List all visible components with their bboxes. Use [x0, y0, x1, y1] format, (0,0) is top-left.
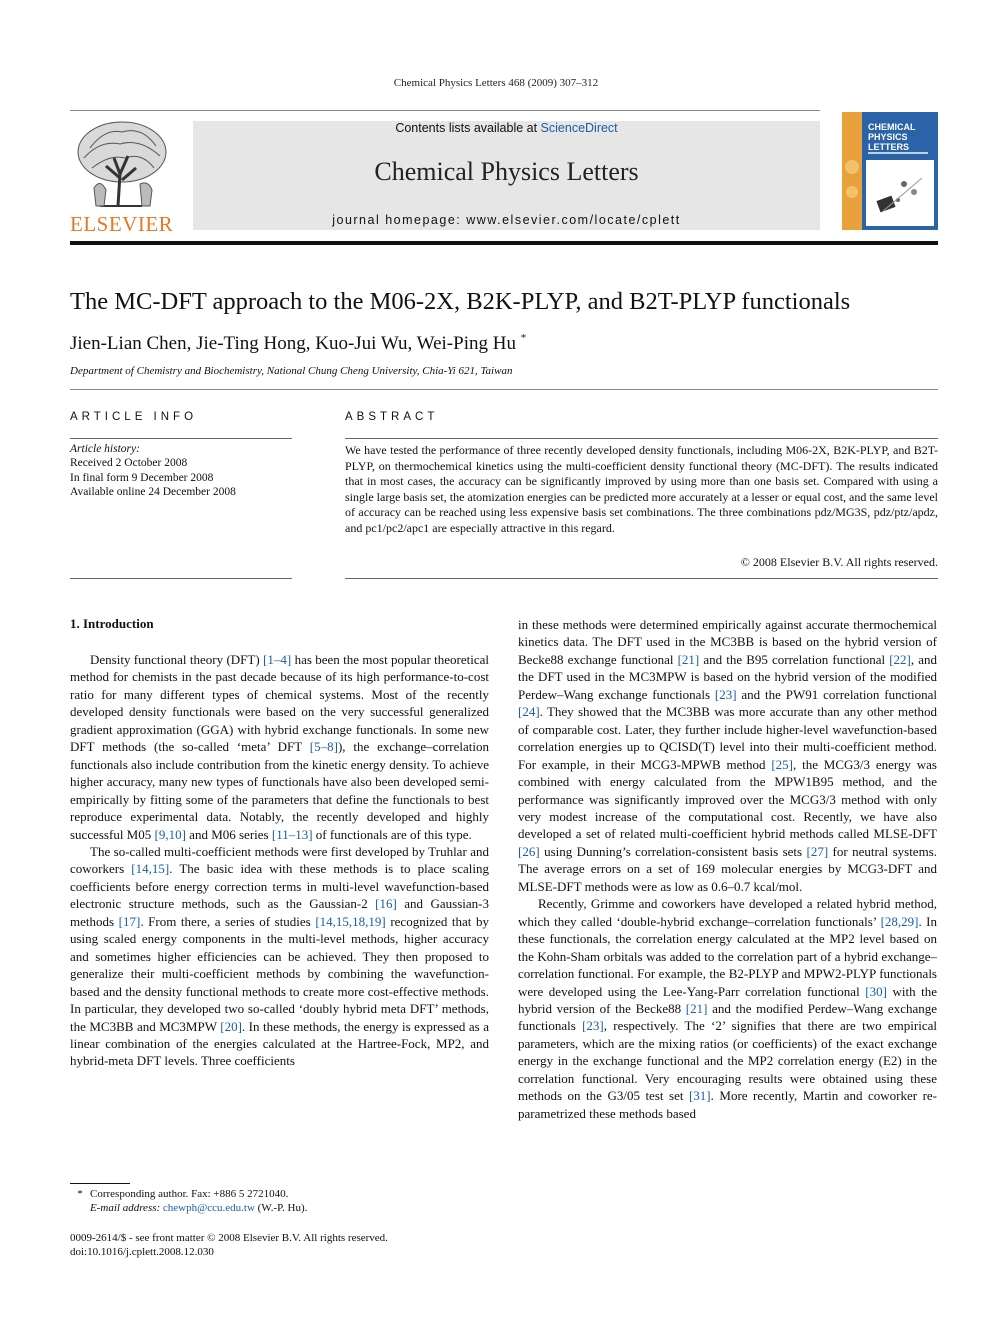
cover-title-line: CHEMICAL [868, 122, 916, 132]
corresponding-text: Corresponding author. Fax: +886 5 2721040. [90, 1188, 289, 1200]
body-text: , respectively. The ‘2’ signifies that there are two empirical parameters, which are the mixing ratios (or coefficients) of the exact exchange energy in the exchange functional and the MP2 correlation energy (E2) in the correlation functional. Very encouraging results were obtained using these methods on the G3/05 test set [518, 1018, 937, 1104]
body-text: . The basic idea with these methods is to place scaling coefficients before energy correction terms in multi-level wavefunction-based electronic structure methods, such as the Gaussian-2 [70, 861, 489, 912]
section-heading: 1. Introduction [70, 616, 154, 631]
citation-link[interactable]: [9,10] [154, 826, 186, 842]
body-column-left [70, 651, 489, 1070]
journal-reference: Chemical Physics Letters 468 (2009) 307–312 [393, 77, 599, 89]
footnote-rule [70, 1183, 130, 1184]
header-rule [70, 110, 820, 111]
body-paragraph [518, 895, 937, 1122]
journal-homepage[interactable]: journal homepage: www.elsevier.com/locate/cplett [332, 213, 681, 227]
citation-link[interactable]: [26] [518, 843, 540, 859]
footnote-email [70, 1201, 307, 1215]
body-text: and M06 series [185, 826, 272, 842]
journal-banner [193, 121, 820, 230]
affiliation-rule [70, 389, 938, 390]
abstract-rule [345, 438, 938, 439]
body-text: . More recently, Martin and coworker re-parametrized these methods based [518, 1088, 937, 1121]
body-text: and the modified Perdew–Wang exchange functionals [518, 1000, 938, 1034]
body-text: ), the exchange–correlation functionals also include contribution from the kinetic energy density. To achieve higher accuracy, many new types of functionals have also been developed semi-empirically by fitting some of the parameters that define the functionals to best reproduce experimental data. Notably, the recently developed and highly successful M05 [70, 739, 489, 842]
citation-link[interactable]: [21] [685, 1000, 708, 1016]
body-text: , and the DFT used in the MC3MPW is based on the hybrid version of the modified Perdew–Wang exchange functionals [518, 651, 937, 702]
elsevier-logo[interactable] [70, 118, 180, 236]
issn-line: 0009-2614/$ - see front matter © 2008 Elsevier B.V. All rights reserved. [70, 1232, 388, 1244]
body-text: with the hybrid version of the Becke88 [518, 983, 937, 1016]
citation-link[interactable]: [14,15] [131, 861, 170, 877]
citation-link[interactable]: [16] [375, 896, 397, 912]
body-text: has been the most popular theoretical method for chemists in the past decade because of its high performance-to-cost ratio for many different types of chemical systems. Most of the recently developed density functionals were based on the very successful generalized gradient approximation (GGA) with hybrid exchange functionals. In some new DFT methods (the so-called ‘meta’ DFT [70, 652, 489, 755]
citation-link[interactable]: [21] [677, 651, 700, 667]
body-text: Recently, Grimme and coworkers have developed a related hybrid method, which they called ‘double-hybrid exchange–correlation functionals’ [518, 896, 937, 929]
email-label: E-mail address: [90, 1202, 161, 1214]
abstract-text: We have tested the performance of three recently developed density functionals, including M06-2X, B2K-PLYP, and B2T-PLYP, on thermochemical kinetics using the multi-coefficient density functional theory (MC-DFT). The results indicated that in most cases, the accuracy can be significantly improved by using more than one basis set. Compared with using a single large basis set, the atomization energies can be predicted more accurately at a lesser or equal cost, and the same level of accuracy can be reached using less expensive basis set combinations. The three combinations pdz/MG3S, pdz/ptz/apdz, and pc1/pc2/apc1 are especially attractive in this regard. [345, 443, 938, 535]
citation-link[interactable]: [28,29] [880, 913, 919, 929]
elsevier-tree-icon [70, 118, 170, 210]
contents-prefix: Contents lists available at [395, 121, 541, 135]
body-text: . In these functionals, the correlation energy calculated at the MP2 level based on the Kohn-Sham orbitals was added to the correlation part of a hybrid exchange–correlation functional. For example, the B2-PLYP and MPW2-PLYP functionals were developed using the Lee-Yang-Parr correlation functional [518, 913, 937, 999]
body-text: Density functional theory (DFT) [90, 652, 264, 667]
citation-link[interactable]: [1–4] [263, 652, 292, 667]
citation-link[interactable]: [14,15,18,19] [315, 913, 386, 929]
citation-link[interactable]: [27] [806, 843, 829, 859]
cover-title [868, 122, 916, 152]
abstract-bottom-rule [345, 578, 938, 579]
body-text: using Dunning’s correlation-consistent basis sets [539, 843, 807, 859]
footnote-mark: * [77, 1188, 83, 1200]
body-text: , the MCG3/3 energy was combined with energy calculated from the MPW1B95 method, and the performance was significantly improved over the MCG3/3 method with only very modest increase of the computational cost. Recently, we have also developed a set of related multi-coefficient hybrid methods called MLSE-DFT [518, 756, 937, 842]
citation-link[interactable]: [31] [688, 1088, 711, 1104]
citation-link[interactable]: [23] [582, 1018, 604, 1034]
copyright: © 2008 Elsevier B.V. All rights reserved. [740, 555, 938, 569]
body-text: . From there, a series of studies [140, 913, 316, 929]
citation-link[interactable]: [11–13] [271, 826, 313, 842]
corresponding-author-mark[interactable]: * [520, 332, 527, 344]
citation-link[interactable]: [22] [889, 651, 911, 667]
body-paragraph [70, 651, 489, 843]
front-matter [70, 1231, 388, 1259]
body-text: . In these methods, the energy is expressed as a linear combination of the energies calculated at the Hartree-Fock, MP2, and hybrid-meta DFT levels. Three coefficients [70, 1018, 489, 1069]
body-paragraph [70, 843, 489, 1070]
body-text: and the B95 correlation functional [699, 651, 890, 667]
cover-title-line: PHYSICS [868, 132, 908, 142]
citation-link[interactable]: [30] [865, 983, 887, 999]
author-list [70, 332, 526, 355]
received-date: Received 2 October 2008 [70, 457, 188, 470]
citation-link[interactable]: [5–8] [309, 739, 338, 755]
body-text: The so-called multi-coefficient methods were first developed by Truhlar and coworkers [70, 843, 489, 877]
article-info-rule [70, 438, 292, 439]
body-text: and the PW91 correlation functional [736, 686, 937, 702]
body-column-right [518, 616, 937, 1122]
footnote [70, 1187, 307, 1215]
citation-link[interactable]: [17] [118, 913, 141, 929]
article-info-heading: ARTICLE INFO [70, 411, 198, 423]
citation-link[interactable]: [25] [771, 756, 794, 772]
revised-date: In final form 9 December 2008 [70, 471, 214, 484]
journal-title: Chemical Physics Letters [374, 157, 639, 186]
citation-link[interactable]: [23] [714, 686, 737, 702]
affiliation: Department of Chemistry and Biochemistry, National Chung Cheng University, Chia-Yi 621, Taiwan [70, 365, 513, 377]
body-text: recognized that by using scaled energy components in the multi-level methods, higher accuracy and sometimes higher efficiencies can be achieved. They then proposed to generalize their multi-coefficient methods by combining the wavefunction-based and the density functional methods to create more cost-effective methods. In particular, they developed two so-called ‘doubly hybrid meta DFT’ methods, the MC3BB and MC3MPW [70, 913, 489, 1034]
body-paragraph [518, 616, 937, 895]
authors: Jien-Lian Chen, Jie-Ting Hong, Kuo-Jui Wu, Wei-Ping Hu [70, 333, 516, 354]
body-text: for neutral systems. The average errors on a set of 169 molecular energies by MCG3-DFT and MLSE-DFT methods were as low as 0.6–0.7 kcal/mol. [518, 843, 937, 894]
history-label: Article history: [70, 443, 140, 455]
citation-link[interactable]: [24] [518, 704, 540, 720]
email-suffix: (W.-P. Hu). [254, 1202, 308, 1214]
footnote-corresponding [70, 1187, 307, 1201]
elsevier-wordmark: ELSEVIER [70, 212, 174, 236]
doi-link[interactable]: doi:10.1016/j.cplett.2008.12.030 [70, 1246, 214, 1258]
article-title: The MC-DFT approach to the M06-2X, B2K-PLYP, and B2T-PLYP functionals [70, 288, 851, 315]
body-text: of functionals are of this type. [312, 826, 472, 842]
citation-link[interactable]: [20] [220, 1018, 242, 1034]
body-text: in these methods were determined empirically against accurate thermochemical kinetics data. The DFT used in the MC3BB is based on the hybrid version of Becke88 exchange functional [518, 617, 937, 667]
sciencedirect-link[interactable]: ScienceDirect [540, 121, 618, 135]
body-text: . They showed that the MC3BB was more accurate than any other method of comparable cost. Later, they further include higher-level wavefunction-based correlation energies up to QCISD(T) level into their multi-coefficient method. For example, in their MCG3-MPWB method [518, 704, 937, 772]
article-info-bottom-rule [70, 578, 292, 579]
article-history [70, 442, 236, 499]
online-date: Available online 24 December 2008 [70, 485, 236, 498]
body-text: and Gaussian-3 methods [70, 896, 489, 929]
abstract-heading: ABSTRACT [345, 411, 439, 423]
journal-cover[interactable] [842, 112, 938, 230]
cover-title-line: LETTERS [868, 142, 910, 152]
email-link[interactable]: chewph@ccu.edu.tw [162, 1202, 255, 1214]
header-thick-rule [70, 241, 938, 245]
contents-line [193, 121, 820, 135]
